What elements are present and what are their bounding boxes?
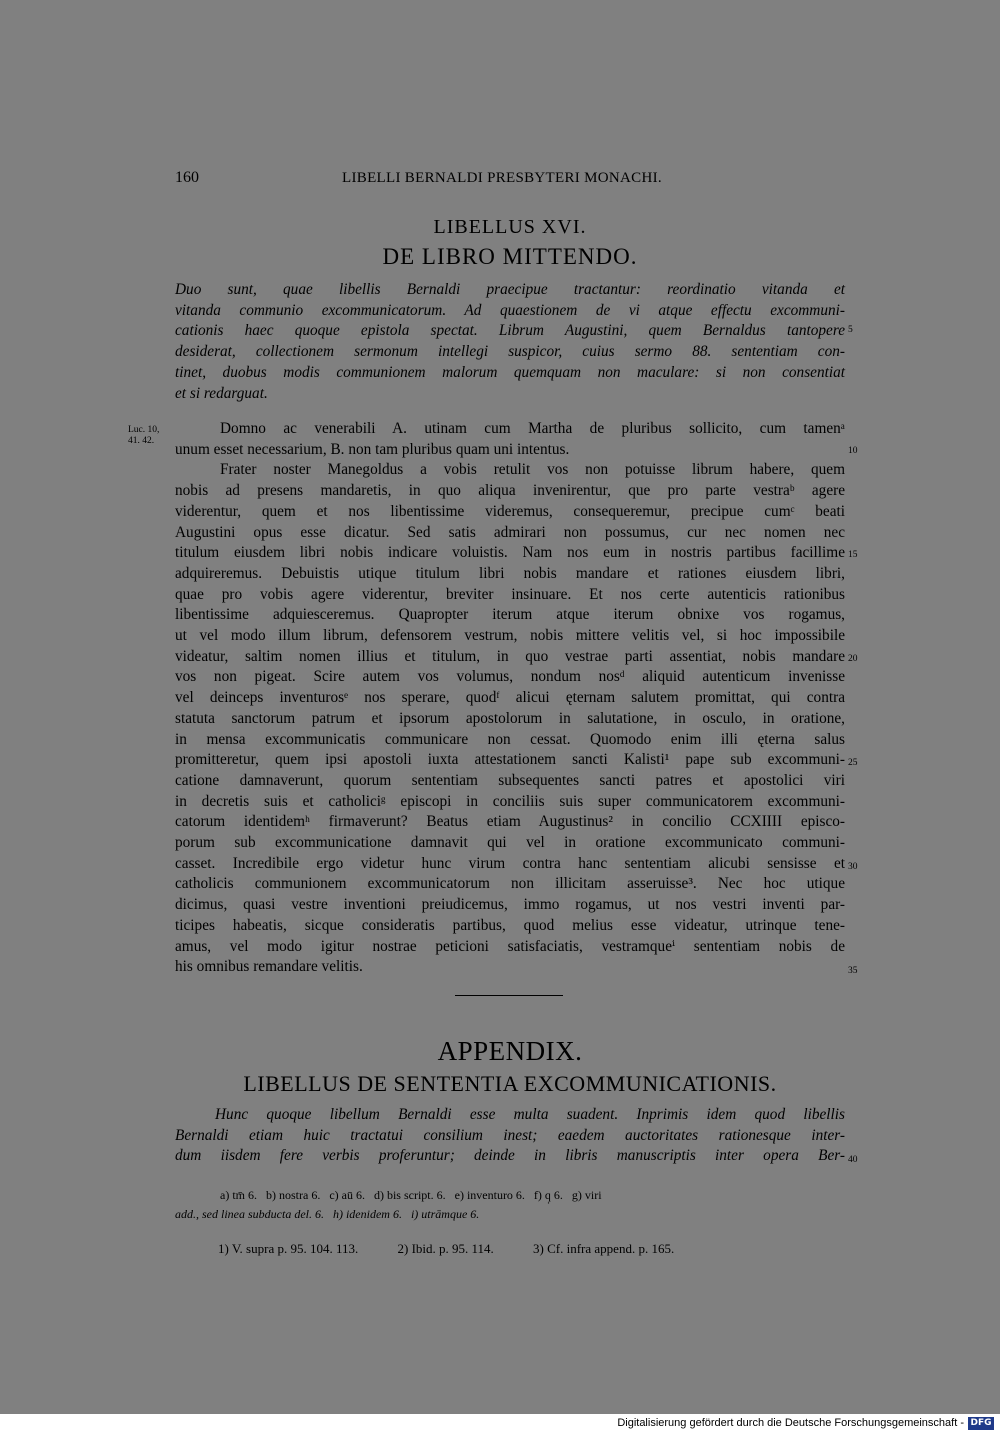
- body-line: in mensa excommunicatis communicare non cessat. Quomodo enim illi ęterna salus: [175, 730, 845, 748]
- appendix-title: APPENDIX.: [437, 1036, 583, 1066]
- line-number: 25: [848, 758, 858, 768]
- line-number: 5: [848, 325, 853, 335]
- running-head: [175, 169, 845, 189]
- appendix-line: dum iisdem fere verbis proferuntur; deinde in libris manuscriptis inter opera Ber-: [175, 1147, 845, 1165]
- libellus-title: DE LIBRO MITTENDO.: [382, 244, 638, 269]
- footnotes: [218, 1241, 710, 1257]
- body-line: dicimus, quasi vestre inventioni preiudicemus, immo rogamus, ut nos vestri inventi par-: [175, 896, 845, 914]
- body-line: viderentur, quem et nos libentissime videremus, consequeremur, precipue cumᶜ beati: [175, 502, 845, 520]
- intro-line: cationis haec quoque epistola spectat. Librum Augustini, quem Bernaldus tantopere: [175, 322, 845, 340]
- body-line: his omnibus remandare velitis.: [175, 958, 363, 976]
- body-line: libentissime adquiesceremus. Quapropter iterum atque iterum obnixe vos rogamus,: [175, 606, 845, 624]
- body-line: ut vel modo illum librum, defensorem vestrum, nobis mittere velitis vel, si hoc impossibile: [175, 627, 845, 645]
- body-line: ticipes habeatis, sicque consideratis partibus, quod melius esse videatur, utrinque tene-: [175, 916, 845, 934]
- body-line: statuta sanctorum patrum et ipsorum apostolorum in salutatione, in osculo, in oratione,: [175, 709, 845, 727]
- libellus-number: LIBELLUS XVI.: [433, 216, 587, 238]
- appendix-intro: [175, 1105, 845, 1167]
- line-number: 10: [848, 446, 858, 456]
- line-number: 20: [848, 654, 858, 664]
- intro-line: tinet, duobus modis communionem malorum quemquam non maculare: si non consentiat: [175, 363, 845, 381]
- body-line: catorum identidemʰ firmaverunt? Beatus etiam Augustinus² in concilio CCXIIII episco-: [175, 813, 845, 831]
- running-title: LIBELLI BERNALDI PRESBYTERI MONACHI.: [342, 170, 662, 186]
- libellus-body: [175, 419, 845, 978]
- credit-text: Digitalisierung gefördert durch die Deutsche Forschungsgemeinschaft -: [617, 1417, 964, 1429]
- line-number: 35: [848, 966, 858, 976]
- appendix-line: Bernaldi etiam huic tractatui consilium inest; eaedem auctoritates rationesque inter-: [175, 1126, 845, 1144]
- body-line: titulum eiusdem libri nobis indicare voluistis. Nam nos eum in nostris partibus facillime: [175, 544, 845, 562]
- footnote: 3) Cf. infra append. p. 165.: [533, 1241, 675, 1256]
- line-number: 15: [848, 550, 858, 560]
- body-line: amus, vel modo igitur nostrae peticioni satisfaciatis, vestramqueⁱ sententiam nobis de: [175, 937, 845, 955]
- body-line: promitteretur, quem ipsi apostoli iuxta attestationem sancti Kalisti¹ pape sub excommuni-: [175, 751, 845, 769]
- line-number: 30: [848, 862, 858, 872]
- body-line: casset. Incredibile ergo videtur hunc virum contra hanc sententiam alicubi sensisse et: [175, 854, 845, 872]
- apparatus-line: a) tm̄ 6. b) nostra 6. c) aū 6. d) bis script. 6. e) inventuro 6. f) q̣ 6. g) viri: [220, 1188, 602, 1202]
- footnote: 1) V. supra p. 95. 104. 113.: [218, 1241, 359, 1256]
- appendix-line: Hunc quoque libellum Bernaldi esse multa suadent. Inprimis idem quod libellis: [215, 1106, 845, 1123]
- section-divider: [455, 995, 563, 996]
- body-line: nobis ad presens mandaretis, in quo aliqua invenirentur, que pro parte vestraᵇ agere: [175, 482, 845, 500]
- intro-line: Duo sunt, quae libellis Bernaldi praecipue tractantur: reordinatio vitanda et: [175, 281, 845, 298]
- body-line: Frater noster Manegoldus a vobis retulit vos non potuisse librum habere, quem: [220, 461, 845, 479]
- body-line: catholicis communionem excommunicatorum non illicitam asseruisse³. Nec hoc utique: [175, 875, 845, 893]
- body-line: Augustini opus esse dicatur. Sed satis admirari non possumus, cur nec nomen nec: [175, 523, 845, 541]
- libellus-intro: [175, 280, 845, 404]
- intro-line: vitanda communio excommunicatorum. Ad quaestionem de vi atque effectu excommuni-: [175, 301, 845, 319]
- body-line: catione damnaverunt, quorum sententiam subsequentes sancti patres et apostolici viri: [175, 771, 845, 789]
- digitization-credit: [0, 1414, 1000, 1434]
- margin-reference: Luc. 10, 41. 42.: [128, 425, 160, 446]
- body-line: in decretis suis et catholiciᵍ episcopi in conciliis suis super communicatorem excommuni-: [175, 792, 845, 810]
- footnote: 2) Ibid. p. 95. 114.: [397, 1241, 494, 1256]
- intro-line: desiderat, collectionem sermonum intellegi suspicor, cuius sermo 88. sententiam con-: [175, 343, 845, 361]
- body-line: quae pro vobis agere viderentur, breviter insinuare. Et nos certe autenticis rationibus: [175, 585, 845, 603]
- body-line: Domno ac venerabili A. utinam cum Martha de pluribus sollicito, cum tamenᵃ: [220, 420, 845, 437]
- apparatus-line: add., sed linea subducta del. 6. h) idenidem 6. i) utrāmque 6.: [175, 1207, 480, 1221]
- body-line: adquireremus. Debuistis utique titulum libri nobis mandare et rationes eiusdem libri,: [175, 564, 845, 582]
- body-line: unum esset necessarium, B. non tam pluribus quam uni intentus.: [175, 440, 570, 458]
- body-line: vel deinceps inventurosᵉ nos sperare, quodᶠ alicui ęternam salutem promittat, qui contra: [175, 689, 845, 707]
- body-line: videatur, saltim nomen illius et titulum, in quo vestrae parti assentiat, nobis mandare: [175, 647, 845, 665]
- body-line: porum sub excommunicatione damnavit qui vel in oratione excommunicato communi-: [175, 834, 845, 852]
- page-number: 160: [175, 169, 199, 186]
- intro-line: et si redarguat.: [175, 384, 268, 402]
- body-line: vos non pigeat. Scire autem vos volumus, nondum nosᵈ aliquid autenticum invenisse: [175, 668, 845, 686]
- line-number: 40: [848, 1155, 858, 1165]
- dfg-logo-icon: DFG: [968, 1417, 994, 1430]
- critical-apparatus: [175, 1186, 845, 1224]
- appendix-subtitle: LIBELLUS DE SENTENTIA EXCOMMUNICATIONIS.: [243, 1071, 777, 1096]
